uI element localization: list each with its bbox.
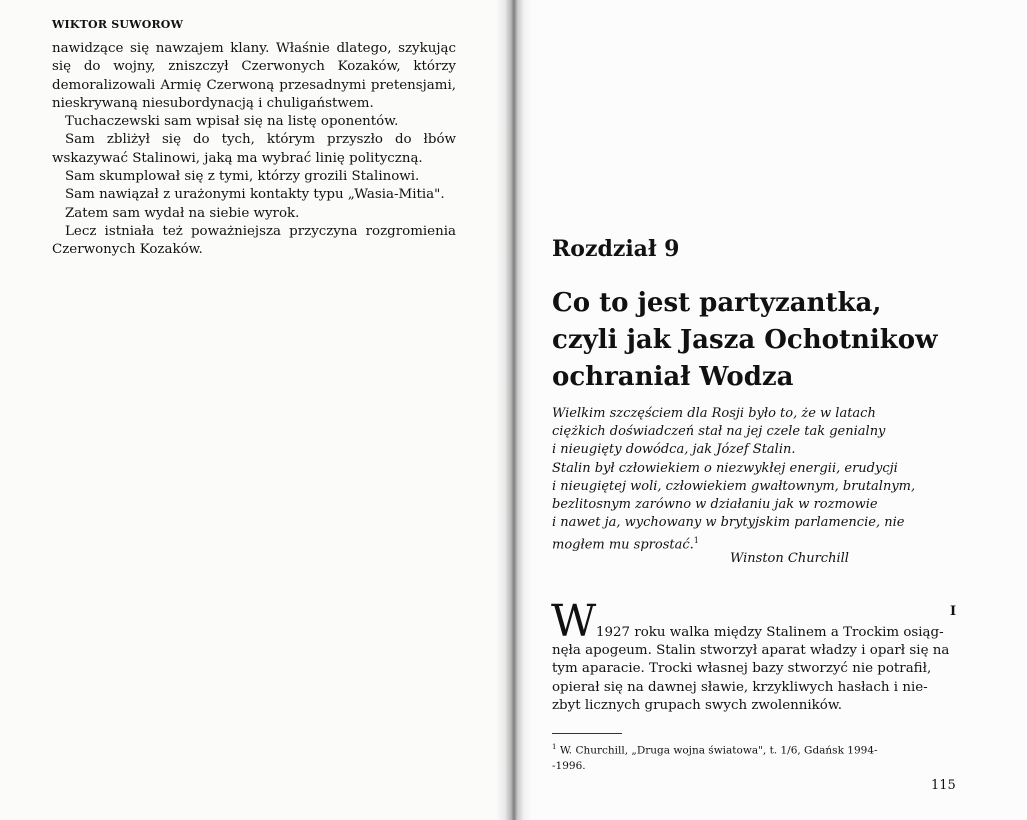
paragraph: Zatem sam wydał na siebie wyrok. — [65, 205, 300, 221]
footnote-rule — [552, 733, 622, 734]
chapter-label: Rozdział 9 — [552, 236, 680, 262]
body-line: opierał się na dawnej sławie, krzykliwych hasłach i nie- — [552, 679, 928, 695]
epigraph-author: Winston Churchill — [730, 551, 849, 566]
epigraph — [552, 405, 952, 555]
chapter-title — [552, 285, 972, 396]
epigraph-line: i nawet ja, wychowany w brytyjskim parlamencie, nie — [552, 515, 905, 531]
footnote-line: W. Churchill, „Druga wojna światowa", t. 1/6, Gdańsk 1994- — [559, 744, 878, 757]
body-line: zbyt licznych grupach swych zwolenników. — [552, 697, 842, 713]
epigraph-line: Stalin był człowiekiem o niezwykłej energii, erudycji — [552, 460, 898, 476]
footnote-line-first — [552, 740, 958, 759]
left-page — [0, 0, 508, 820]
paragraph: nawidzące się nawzajem klany. Właśnie dlatego, szykując się do wojny, zniszczył Czerwonych Kozaków, którzy demoralizowali Armię Czerwoną przesadnymi pretensjami, nieskrywaną niesubordynacją i chuligaństwem. — [52, 41, 456, 111]
epigraph-line: mogłem mu sprostać. — [552, 537, 694, 553]
section-number: I — [950, 604, 957, 619]
body-line: nęła apogeum. Stalin stworzył aparat władzy i oparł się na — [552, 643, 950, 659]
page-number: 115 — [931, 778, 956, 793]
chapter-title-line: ochraniał Wodza — [552, 362, 794, 392]
paragraph: Sam zbliżył się do tych, którym przyszło do łbów wskazywać Stalinowi, jaką ma wybrać linię polityczną. — [52, 132, 456, 166]
paragraph: Sam nawiązał z urażonymi kontakty typu „Wasia-Mitia". — [65, 187, 445, 203]
epigraph-line: Wielkim szczęściem dla Rosji było to, że w latach — [552, 406, 876, 421]
epigraph-note-ref: 1 — [693, 536, 699, 546]
footnote — [552, 740, 958, 774]
epigraph-line: ciężkich doświadczeń stał na jej czele tak genialny — [552, 424, 886, 440]
drop-cap: W — [551, 596, 597, 647]
paragraph: Lecz istniała też poważniejsza przyczyna rozgromienia Czerwonych Kozaków. — [52, 223, 456, 258]
running-head: WIKTOR SUWOROW — [52, 18, 184, 31]
paragraph: Sam skumplował się z tymi, którzy grozili Stalinowi. — [65, 169, 420, 185]
epigraph-line: bezlitosnym zarówno w działaniu jak w rozmowie — [552, 497, 878, 513]
chapter-title-line: Co to jest partyzantka, — [552, 288, 882, 318]
epigraph-line: i nieugiętej woli, człowiekiem gwałtownym, brutalnym, — [552, 478, 916, 494]
right-page-body — [552, 624, 958, 715]
footnote-line: -1996. — [552, 759, 586, 772]
body-line: 1927 roku walka między Stalinem a Trockim osiąg- — [596, 625, 944, 640]
chapter-title-line: czyli jak Jasza Ochotnikow — [552, 325, 938, 355]
book-gutter — [496, 0, 532, 820]
paragraph: Tuchaczewski sam wpisał się na listę oponentów. — [65, 114, 399, 130]
body-line: tym aparacie. Trocki własnej bazy stworzyć nie potrafił, — [552, 661, 932, 677]
epigraph-line: i nieugięty dowódca, jak Józef Stalin. — [552, 442, 796, 458]
footnote-ref: 1 — [552, 743, 557, 751]
left-page-text — [52, 40, 456, 260]
